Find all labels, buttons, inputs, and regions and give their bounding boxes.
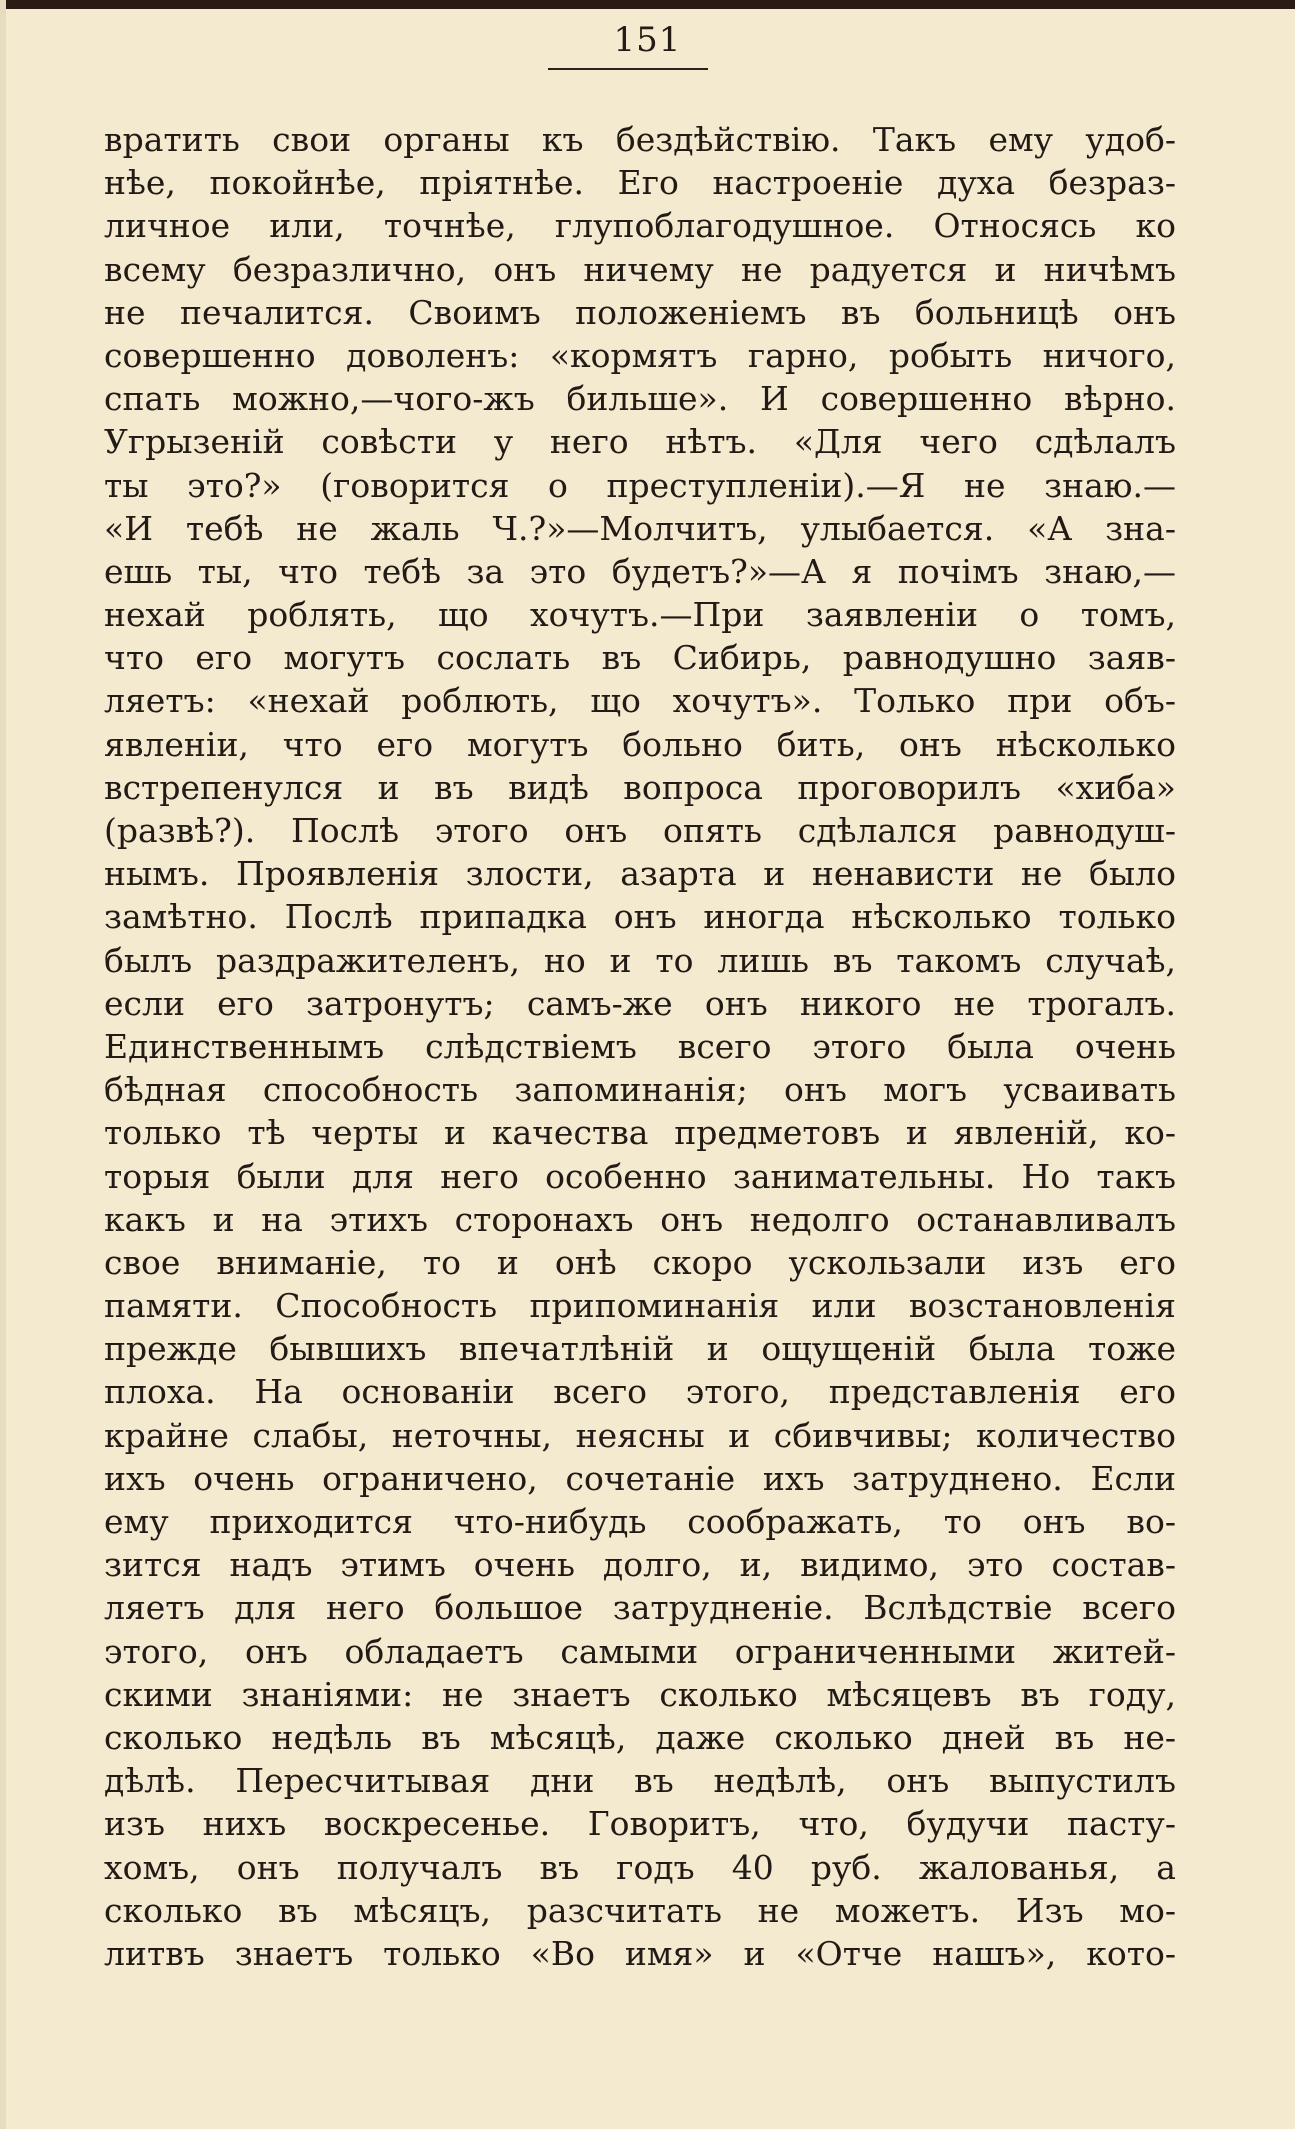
- text-line: бѣдная способность запоминанія; онъ могъ усваивать: [104, 1070, 1176, 1110]
- text-line: Единственнымъ слѣдствіемъ всего этого была очень: [104, 1026, 1176, 1066]
- body-text: [104, 118, 1176, 1975]
- text-line: ихъ очень ограничено, сочетаніе ихъ затруднено. Если: [104, 1458, 1176, 1498]
- text-line: если его затронутъ; самъ-же онъ никого не трогалъ.: [104, 983, 1176, 1023]
- text-line: вратить свои органы къ бездѣйствію. Такъ ему удоб-: [104, 120, 1176, 159]
- text-line: нымъ. Проявленія злости, азарта и ненависти не было: [104, 854, 1176, 894]
- text-line: всему безразлично, онъ ничему не радуется и ничѣмъ: [104, 249, 1176, 289]
- text-line: ляетъ для него большое затрудненіе. Вслѣдствіе всего: [104, 1588, 1176, 1628]
- text-line: литвъ знаетъ только «Во имя» и «Отче нашъ», кото-: [104, 1933, 1176, 1973]
- text-line: былъ раздражителенъ, но и то лишь въ такомъ случаѣ,: [104, 940, 1176, 980]
- text-line: крайне слабы, неточны, неясны и сбивчивы; количество: [104, 1415, 1176, 1455]
- text-line: дѣлѣ. Пересчитывая дни въ недѣлѣ, онъ выпустилъ: [104, 1761, 1176, 1801]
- page-left-edge: [0, 0, 6, 2129]
- text-line: ешь ты, что тебѣ за это будетъ?»—А я почімъ знаю,—: [104, 551, 1176, 591]
- text-line: сколько недѣль въ мѣсяцѣ, даже сколько дней въ не-: [104, 1717, 1176, 1757]
- text-line: встрепенулся и въ видѣ вопроса проговорилъ «хиба»: [104, 767, 1176, 807]
- text-line: совершенно доволенъ: «кормятъ гарно, робыть ничого,: [104, 335, 1176, 375]
- text-line: плоха. На основаніи всего этого, представленія его: [104, 1372, 1176, 1412]
- page-top-edge: [0, 0, 1295, 9]
- text-line: Угрызеній совѣсти у него нѣтъ. «Для чего сдѣлалъ: [104, 422, 1176, 462]
- text-line: ты это?» (говорится о преступленіи).—Я не знаю.—: [104, 465, 1176, 505]
- text-line: ляетъ: «нехай роблють, що хочутъ». Только при объ-: [104, 681, 1176, 721]
- text-line: не печалится. Своимъ положеніемъ въ больницѣ онъ: [104, 292, 1176, 332]
- text-line: явленіи, что его могутъ больно бить, онъ нѣсколько: [104, 724, 1176, 764]
- text-line: только тѣ черты и качества предметовъ и явленій, ко-: [104, 1113, 1176, 1153]
- text-line: прежде бывшихъ впечатлѣній и ощущеній была тоже: [104, 1329, 1176, 1369]
- text-line: хомъ, онъ получалъ въ годъ 40 руб. жалованья, а: [104, 1847, 1176, 1887]
- text-line: изъ нихъ воскресенье. Говоритъ, что, будучи пасту-: [104, 1804, 1176, 1844]
- page-number: 151: [613, 20, 682, 60]
- text-line: (развѣ?). Послѣ этого онъ опять сдѣлался равнодуш-: [104, 811, 1176, 850]
- text-line: какъ и на этихъ сторонахъ онъ недолго останавливалъ: [104, 1199, 1176, 1239]
- text-line: торыя были для него особенно занимательны. Но такъ: [104, 1156, 1176, 1196]
- text-line: «И тебѣ не жаль Ч.?»—Молчитъ, улыбается. «А зна-: [104, 508, 1176, 548]
- text-line: свое вниманіе, то и онѣ скоро ускользали изъ его: [104, 1242, 1176, 1282]
- text-line: что его могутъ сослать въ Сибирь, равнодушно заяв-: [104, 638, 1176, 678]
- text-line: спать можно,—чого-жъ бильше». И совершенно вѣрно.: [104, 379, 1176, 419]
- text-line: нѣе, покойнѣе, пріятнѣе. Его настроеніе духа безраз-: [104, 163, 1176, 203]
- text-line: личное или, точнѣе, глупоблагодушное. Относясь ко: [104, 206, 1176, 246]
- header-rule: [548, 68, 708, 70]
- text-line: сколько въ мѣсяцъ, разсчитать не можетъ. Изъ мо-: [104, 1890, 1176, 1930]
- text-line: этого, онъ обладаетъ самыми ограниченными житей-: [104, 1631, 1176, 1671]
- text-line: скими знаніями: не знаетъ сколько мѣсяцевъ въ году,: [104, 1674, 1176, 1714]
- text-line: зится надъ этимъ очень долго, и, видимо, это состав-: [104, 1545, 1176, 1585]
- text-line: ему приходится что-нибудь соображать, то онъ во-: [104, 1502, 1176, 1541]
- text-line: замѣтно. Послѣ припадка онъ иногда нѣсколько только: [104, 897, 1176, 937]
- text-line: нехай роблять, що хочутъ.—При заявленіи о томъ,: [104, 595, 1176, 635]
- text-line: памяти. Способность припоминанія или возстановленія: [104, 1286, 1176, 1326]
